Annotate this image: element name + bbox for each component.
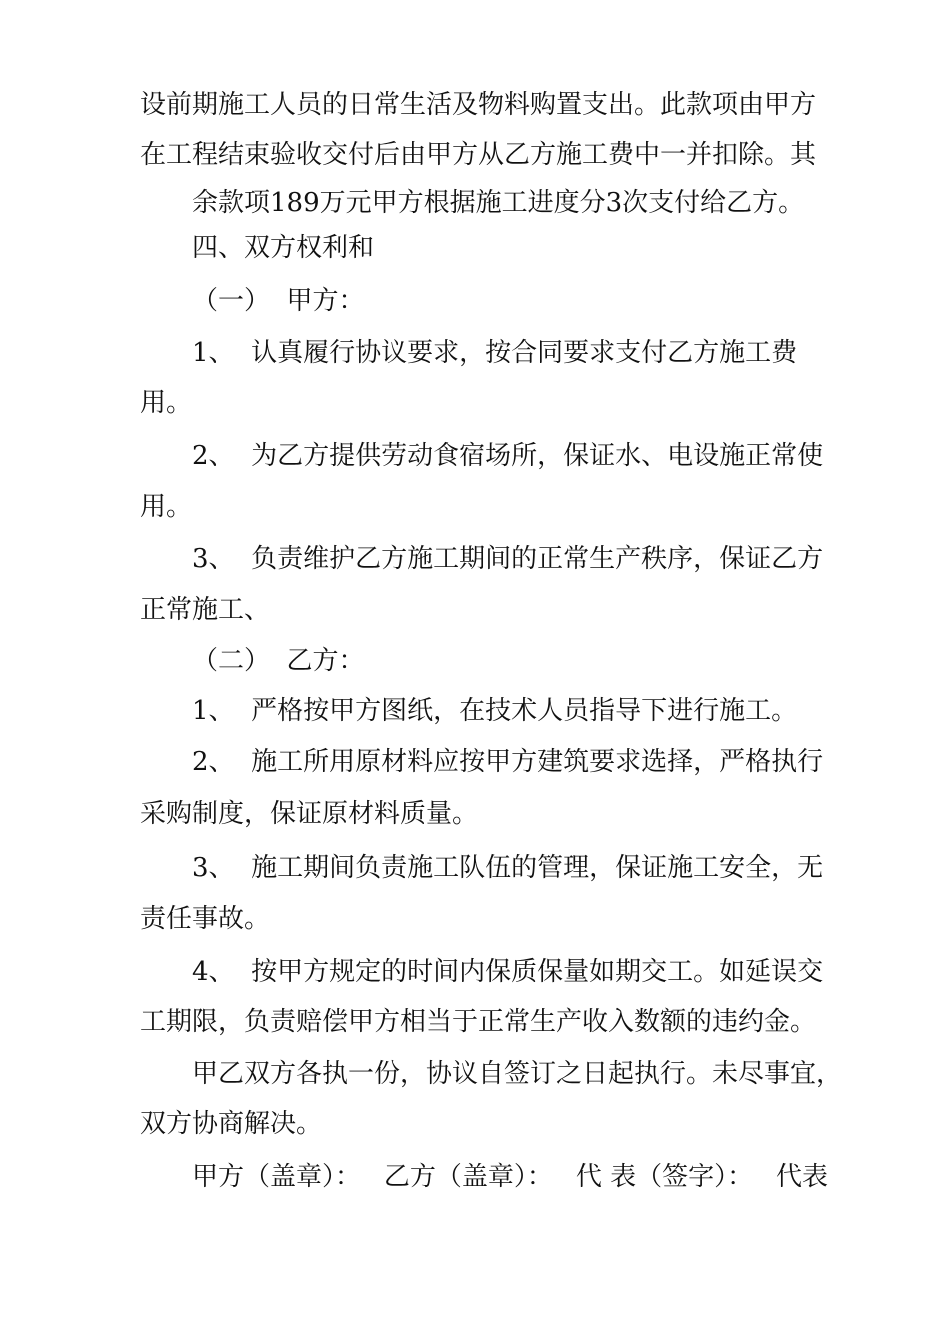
list-item: 1、 认真履行协议要求，按合同要求支付乙方施工费 [192, 338, 798, 368]
representative-label: 代表 [775, 1162, 828, 1192]
text-line: 正常施工、 [140, 595, 271, 625]
text-line: 用。 [140, 388, 193, 418]
text-line: 双方协商解决。 [140, 1109, 323, 1139]
text-line: 责任事故。 [140, 904, 271, 934]
signature-line [192, 1160, 828, 1194]
list-item: 4、 按甲方规定的时间内保质保量如期交工。如延误交 [192, 957, 824, 987]
text-line: 用。 [140, 492, 193, 522]
list-item: 3、 负责维护乙方施工期间的正常生产秩序，保证乙方 [192, 544, 824, 574]
party-a-seal-label: 甲方（盖章）： [192, 1162, 362, 1192]
text-line: 甲乙双方各执一份，协议自签订之日起执行。未尽事宜， [192, 1059, 843, 1089]
text-line: 余款项189万元甲方根据施工进度分3次支付给乙方。 [192, 188, 805, 218]
list-item: 2、 施工所用原材料应按甲方建筑要求选择，严格执行 [192, 747, 824, 777]
section-heading: 四、双方权利和 [192, 233, 375, 263]
list-item: 3、 施工期间负责施工队伍的管理，保证施工安全，无 [192, 853, 824, 883]
subsection-heading: （一） 甲方： [192, 286, 365, 316]
text-line: 设前期施工人员的日常生活及物料购置支出。此款项由甲方 [140, 90, 817, 120]
text-line: 工期限，负责赔偿甲方相当于正常生产收入数额的违约金。 [140, 1007, 817, 1037]
text-line: 在工程结束验收交付后由甲方从乙方施工费中一并扣除。其 [140, 140, 817, 170]
list-item: 2、 为乙方提供劳动食宿场所，保证水、电设施正常使 [192, 441, 824, 471]
list-item: 1、 严格按甲方图纸，在技术人员指导下进行施工。 [192, 696, 798, 726]
subsection-heading: （二） 乙方： [192, 646, 365, 676]
representative-signature-label: 代 表（签字）： [575, 1162, 754, 1192]
party-b-seal-label: 乙方（盖章）： [383, 1162, 553, 1192]
text-line: 采购制度，保证原材料质量。 [140, 799, 479, 829]
